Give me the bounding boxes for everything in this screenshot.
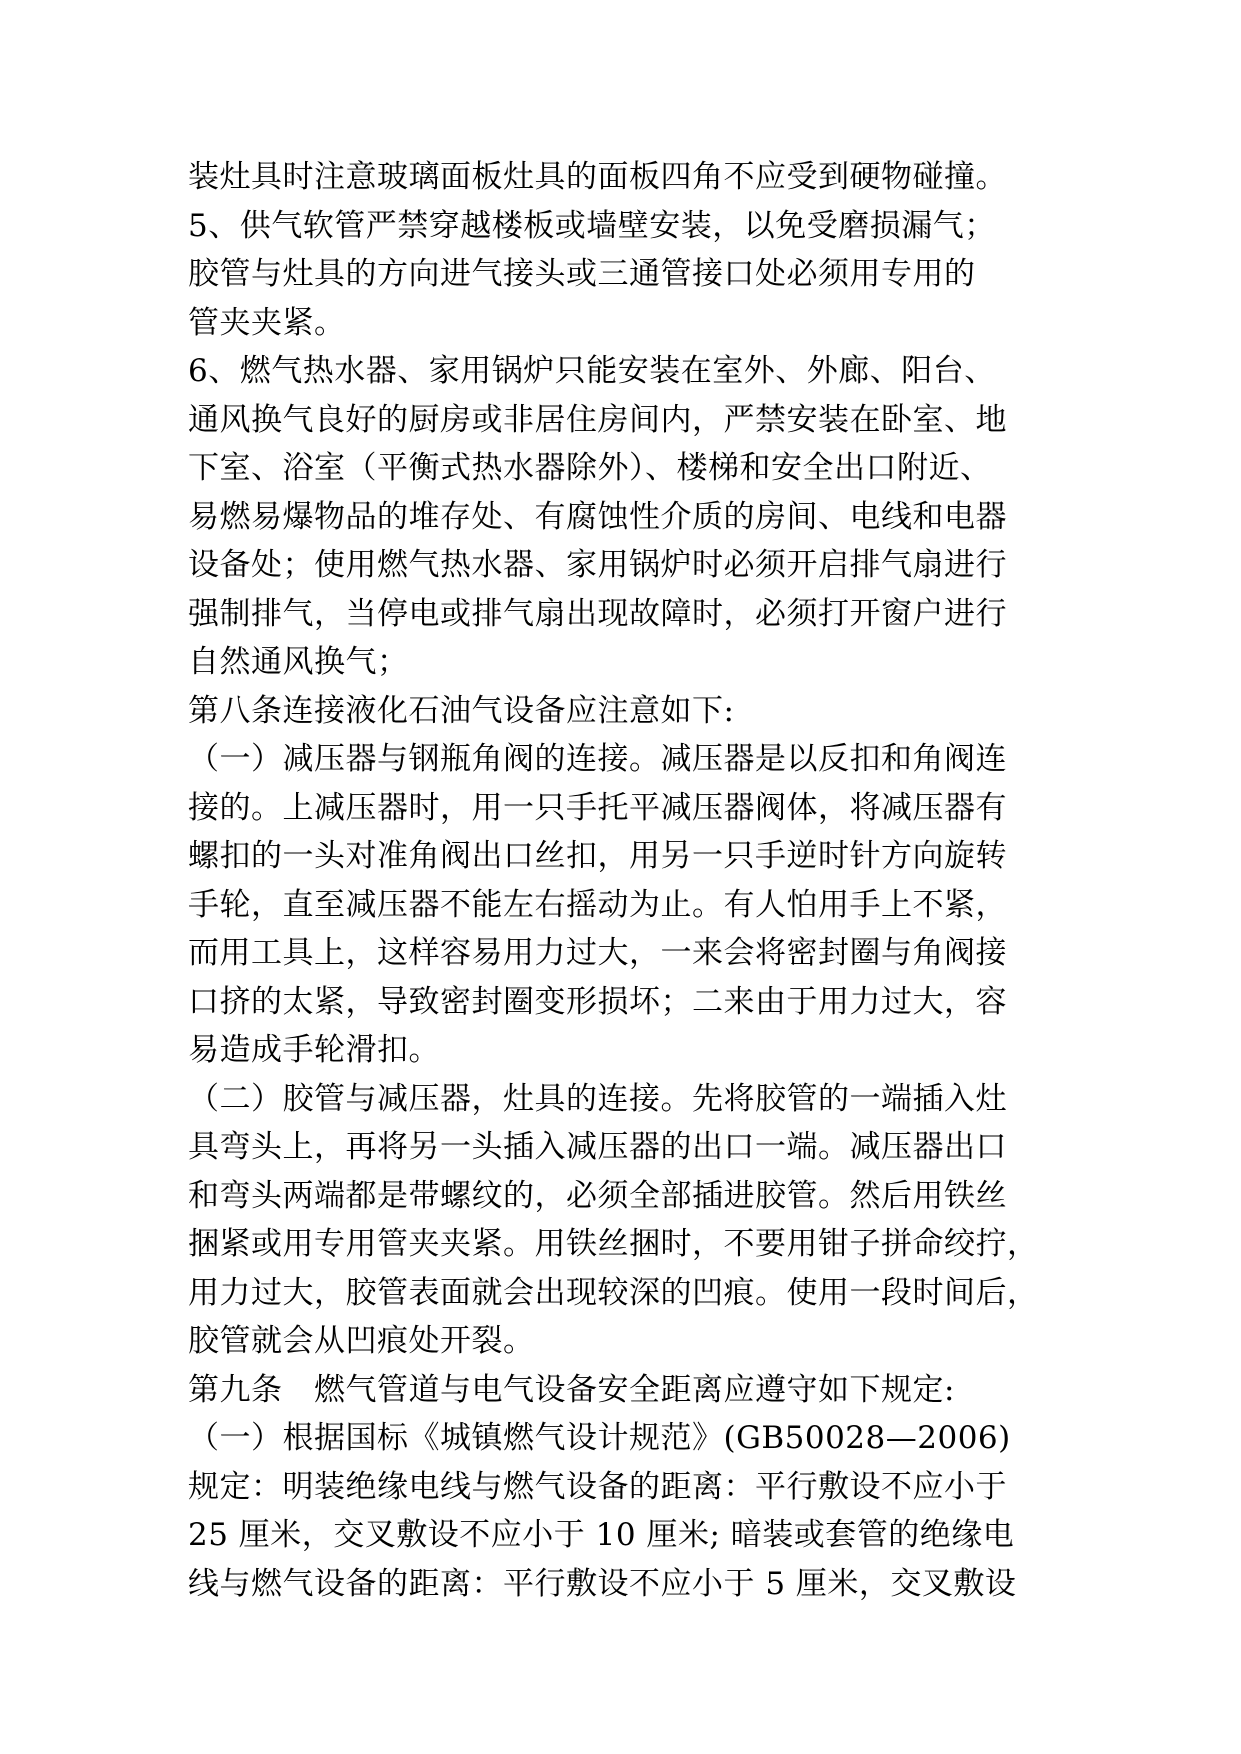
text-line-6: 通风换气良好的厨房或非居住房间内，严禁安装在卧室、地	[188, 401, 1007, 438]
text-line-25: 胶管就会从凹痕处开裂。	[188, 1323, 535, 1359]
text-line-26: 第九条 燃气管道与电气设备安全距离应遵守如下规定:	[188, 1371, 955, 1408]
text-line-17: 而用工具上，这样容易用力过大，一来会将密封圈与角阀接	[188, 935, 1007, 971]
text-line-14: 接的。上减压器时，用一只手托平减压器阀体，将减压器有	[188, 789, 1007, 826]
text-line-11: 自然通风换气；	[188, 644, 409, 680]
text-line-9: 设备处；使用燃气热水器、家用锅炉时必须开启排气扇进行	[188, 547, 1007, 583]
text-line-7: 下室、浴室（平衡式热水器除外）、楼梯和安全出口附近、	[188, 450, 992, 486]
text-line-23: 捆紧或用专用管夹夹紧。用铁丝捆时，不要用钳子拼命绞拧，	[188, 1226, 1039, 1262]
text-line-3: 胶管与灶具的方向进气接头或三通管接口处必须用专用的	[188, 256, 976, 292]
document-body	[188, 153, 1058, 1608]
text-line-13: （一）减压器与钢瓶角阀的连接。减压器是以反扣和角阀连	[188, 741, 1007, 777]
text-line-1: 装灶具时注意玻璃面板灶具的面板四角不应受到硬物碰撞。	[188, 159, 1007, 195]
text-line-30: 线与燃气设备的距离：平行敷设不应小于 5 厘米，交叉敷设	[188, 1565, 1017, 1602]
text-line-21: 具弯头上，再将另一头插入减压器的出口一端。减压器出口	[188, 1129, 1007, 1165]
text-line-20: （二）胶管与减压器，灶具的连接。先将胶管的一端插入灶	[188, 1080, 1007, 1117]
text-line-18: 口挤的太紧，导致密封圈变形损坏；二来由于用力过大，容	[188, 983, 1007, 1020]
text-line-16: 手轮，直至减压器不能左右摇动为止。有人怕用手上不紧，	[188, 886, 1007, 923]
text-line-15: 螺扣的一头对准角阀出口丝扣，用另一只手逆时针方向旋转	[188, 838, 1007, 874]
text-line-24: 用力过大，胶管表面就会出现较深的凹痕。使用一段时间后，	[188, 1274, 1039, 1311]
text-line-8: 易燃易爆物品的堆存处、有腐蚀性介质的房间、电线和电器	[188, 498, 1007, 535]
text-line-22: 和弯头两端都是带螺纹的，必须全部插进胶管。然后用铁丝	[188, 1177, 1007, 1214]
text-line-12: 第八条连接液化石油气设备应注意如下:	[188, 692, 735, 729]
text-line-10: 强制排气，当停电或排气扇出现故障时，必须打开窗户进行	[188, 595, 1007, 632]
text-line-29: 25 厘米，交叉敷设不应小于 10 厘米; 暗装或套管的绝缘电	[188, 1517, 1015, 1553]
text-line-19: 易造成手轮滑扣。	[188, 1032, 440, 1068]
text-line-4: 管夹夹紧。	[188, 304, 346, 341]
text-line-28: 规定：明装绝缘电线与燃气设备的距离：平行敷设不应小于	[188, 1468, 1007, 1505]
text-line-27: （一）根据国标《城镇燃气设计规范》(GB50028—2006)	[188, 1420, 1011, 1456]
text-line-2: 5、供气软管严禁穿越楼板或墙壁安装，以免受磨损漏气；	[188, 207, 996, 244]
text-line-5: 6、燃气热水器、家用锅炉只能安装在室外、外廊、阳台、	[188, 353, 996, 389]
